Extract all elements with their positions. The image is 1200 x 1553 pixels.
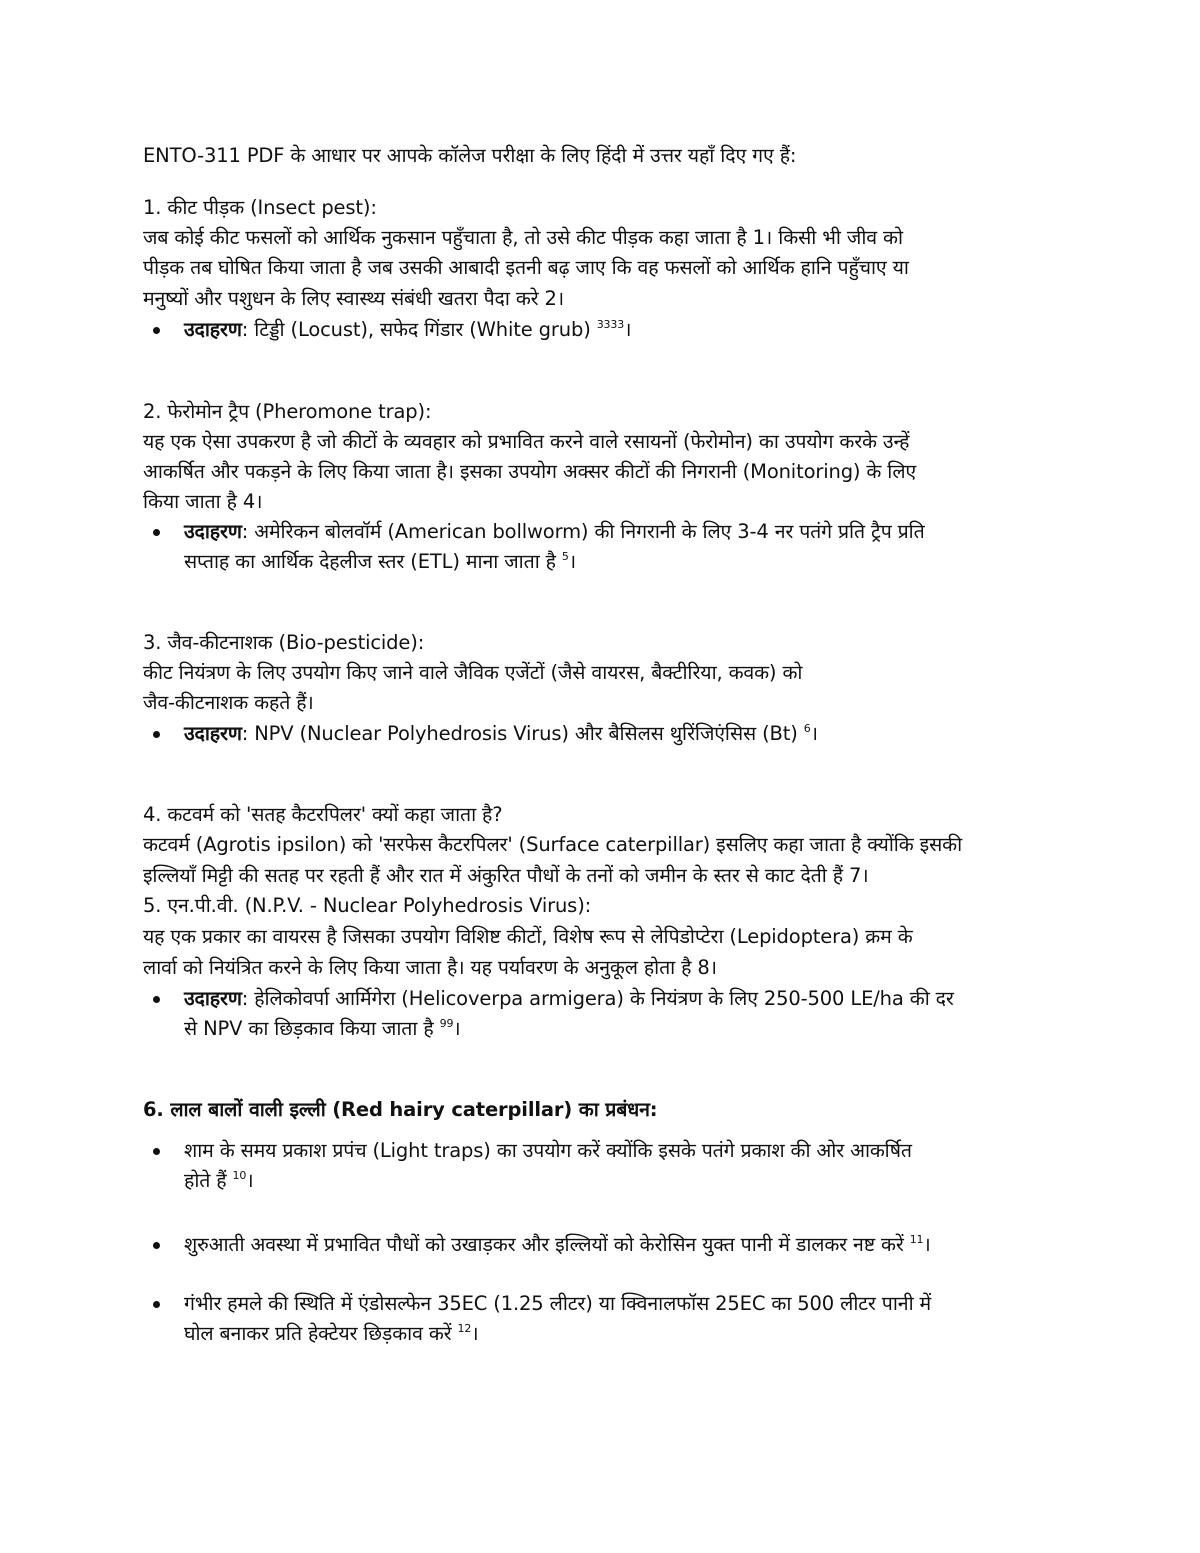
section-3-line-2: जैव-कीटनाशक कहते हैं। [143,691,314,714]
bullet-text: : अमेरिकन बोलवॉर्म (American bollworm) की निगरानी के लिए 3-4 नर पतंगे प्रति ट्रैप प्रति [241,520,925,543]
bullet-cont-text: होते हैं [184,1169,233,1192]
section-6-heading [143,1095,657,1125]
section-1-line-1: जब कोई कीट फसलों को आर्थिक नुकसान पहुँचाता है, तो उसे कीट पीड़क कहा जाता है 1। किसी भी जीव को [143,226,903,249]
bullet-dot-icon [153,529,160,536]
section-2-heading: 2. फेरोमोन ट्रैप (Pheromone trap): [143,400,432,423]
bullet-dot-icon [153,1148,160,1155]
bullet-text: : टिड्डी (Locust), सफेद गिंडार (White grub) [241,318,597,341]
footnote-ref: 11 [909,1233,924,1246]
section-5-line-2: लार्वा को नियंत्रित करने के लिए किया जाता है। यह पर्यावरण के अनुकूल होता है 8। [143,956,717,979]
intro-line: ENTO-311 PDF के आधार पर आपके कॉलेज परीक्षा के लिए हिंदी में उत्तर यहाँ दिए गए हैं: [143,144,797,167]
section-6-bullet-1 [0,1136,1200,1166]
bullet-end: । [568,550,577,573]
section-5-bullet-1-cont [184,1014,461,1044]
section-2-bullet-1-cont [184,547,576,577]
bullet-end: । [246,1169,254,1192]
section-4-line-2: इल्लियाँ मिट्टी की सतह पर रहती हैं और रात में अंकुरित पौधों के तनों को जमीन के स्तर से काट देती हैं 7। [143,864,869,887]
bullet-end: । [810,722,818,745]
section-2-line-3: किया जाता है 4। [143,490,263,513]
section-5-heading: 5. एन.पी.वी. (N.P.V. - Nuclear Polyhedrosis Virus): [143,894,592,917]
section-6-bullet-3-cont [184,1319,478,1349]
bullet-end: । [453,1017,461,1040]
section-1-line-2: पीड़क तब घोषित किया जाता है जब उसकी आबादी इतनी बढ़ जाए कि वह फसलों को आर्थिक हानि पहुँचाए या [143,256,909,279]
example-label: उदाहरण [184,318,242,341]
section-5-line-1: यह एक प्रकार का वायरस है जिसका उपयोग विशिष्ट कीटों, विशेष रूप से लेपिडोप्टेरा (Lepidoptera) क्रम के [143,925,913,948]
section-2-line-1: यह एक ऐसा उपकरण है जो कीटों के व्यवहार को प्रभावित करने वाले रसायनों (फेरोमोन) का उपयोग करके उन्हें [143,430,910,453]
section-2-bullet-1 [0,517,1200,547]
section-1-heading: 1. कीट पीड़क (Insect pest): [143,196,377,219]
section-6-bullet-2 [0,1230,1200,1260]
bullet-text: : हेलिकोवर्पा आर्मिगेरा (Helicoverpa armigera) के नियंत्रण के लिए 250-500 LE/ha की दर [241,987,954,1010]
bullet-text: गंभीर हमले की स्थिति में एंडोसल्फेन 35EC (1.25 लीटर) या क्विनालफॉस 25EC का 500 लीटर पानी में [184,1292,932,1315]
bullet-text: शाम के समय प्रकाश प्रपंच (Light traps) का उपयोग करें क्योंकि इसके पतंगे प्रकाश की ओर आकर्षित [184,1139,912,1162]
bullet-cont-text: सप्ताह का आर्थिक देहलीज स्तर (ETL) माना जाता है [184,550,562,573]
footnote-ref: 5 [561,550,569,563]
bullet-text: : NPV (Nuclear Polyhedrosis Virus) और बैसिलस थुरिंजिएंसिस (Bt) [241,722,804,745]
bullet-dot-icon [153,327,160,334]
section-1-line-3: मनुष्यों और पशुधन के लिए स्वास्थ्य संबंधी खतरा पैदा करे 2। [143,287,565,310]
section-3-heading: 3. जैव-कीटनाशक (Bio-pesticide): [143,631,425,654]
bullet-cont-text: घोल बनाकर प्रति हेक्टेयर छिड़काव करें [184,1322,458,1345]
section-4-line-1: कटवर्म (Agrotis ipsilon) को 'सरफेस कैटरपिलर' (Surface caterpillar) इसलिए कहा जाता है क्योंकि इसकी [143,833,962,856]
footnote-ref: 99 [439,1017,454,1030]
footnote-ref: 10 [232,1169,247,1182]
section-3-bullet-1 [0,719,1200,749]
example-label: उदाहरण [184,520,242,543]
bullet-dot-icon [153,1301,160,1308]
section-6-heading-text: 6. लाल बालों वाली इल्ली (Red hairy caterpillar) का प्रबंधन: [143,1098,658,1121]
section-2-line-2: आकर्षित और पकड़ने के लिए किया जाता है। इसका उपयोग अक्सर कीटों की निगरानी (Monitoring) के लिए [143,460,917,483]
bullet-end: । [624,318,632,341]
section-1-bullet-1 [0,315,1200,345]
section-4-heading: 4. कटवर्म को 'सतह कैटरपिलर' क्यों कहा जाता है? [143,803,503,826]
bullet-cont-text: से NPV का छिड़काव किया जाता है [184,1017,440,1040]
bullet-text: शुरुआती अवस्था में प्रभावित पौधों को उखाड़कर और इल्लियों को केरोसिन युक्त पानी में डालकर नष्ट करें [184,1233,910,1256]
example-label: उदाहरण [184,987,242,1010]
bullet-dot-icon [153,731,160,738]
example-label: उदाहरण [184,722,242,745]
footnote-ref: 6 [803,722,811,735]
section-6-bullet-3 [0,1289,1200,1319]
footnote-ref: 3333 [596,318,625,331]
bullet-end: । [471,1322,479,1345]
footnote-ref: 12 [457,1322,472,1335]
section-6-bullet-1-cont [184,1166,253,1196]
bullet-dot-icon [153,1242,160,1249]
section-5-bullet-1 [0,984,1200,1014]
section-3-line-1: कीट नियंत्रण के लिए उपयोग किए जाने वाले जैविक एजेंटों (जैसे वायरस, बैक्टीरिया, कवक) को [143,661,803,684]
bullet-dot-icon [153,996,160,1003]
bullet-end: । [923,1233,931,1256]
